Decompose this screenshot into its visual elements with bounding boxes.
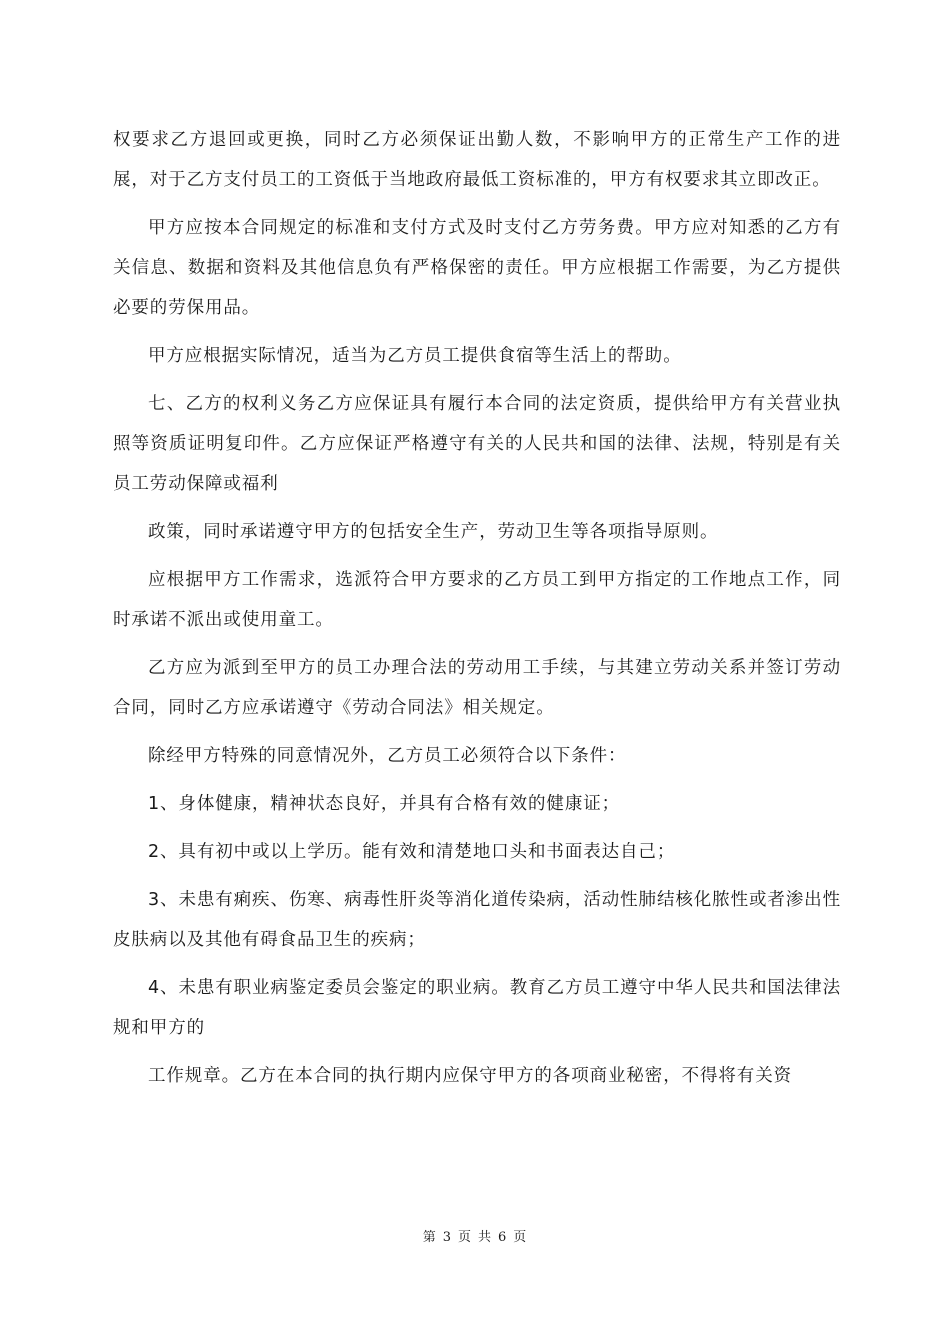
paragraph-8: 除经甲方特殊的同意情况外，乙方员工必须符合以下条件： <box>148 746 627 766</box>
paragraph-6: 应根据甲方工作需求，选派符合甲方要求的乙方员工到甲方指定的工作地点工作，同时承诺不派出或使用童工。 <box>113 570 841 630</box>
list-item-4: 4、未患有职业病鉴定委员会鉴定的职业病。教育乙方员工遵守中华人民共和国法律法规和甲方的 <box>113 978 841 1038</box>
paragraph-5: 政策，同时承诺遵守甲方的包括安全生产，劳动卫生等各项指导原则。 <box>148 522 719 542</box>
footer-total-word: 共 <box>478 1230 493 1245</box>
paragraph-3: 甲方应根据实际情况，适当为乙方员工提供食宿等生活上的帮助。 <box>148 346 682 366</box>
footer-page-word: 页 <box>457 1230 472 1245</box>
page-footer <box>0 1226 950 1245</box>
total-page-number: 6 <box>498 1230 508 1245</box>
list-item-2: 2、具有初中或以上学历。能有效和清楚地口头和书面表达自己； <box>148 842 676 862</box>
paragraph-1: 权要求乙方退回或更换，同时乙方必须保证出勤人数，不影响甲方的正常生产工作的进展，对于乙方支付员工的工资低于当地政府最低工资标准的，甲方有权要求其立即改正。 <box>113 130 841 190</box>
paragraph-13: 工作规章。乙方在本合同的执行期内应保守甲方的各项商业秘密，不得将有关资 <box>148 1066 792 1086</box>
footer-prefix: 第 <box>422 1230 437 1245</box>
footer-suffix: 页 <box>513 1230 528 1245</box>
document-body <box>113 120 841 1096</box>
paragraph-7: 乙方应为派到至甲方的员工办理合法的劳动用工手续，与其建立劳动关系并签订劳动合同，同时乙方应承诺遵守《劳动合同法》相关规定。 <box>113 658 841 718</box>
paragraph-4: 七、乙方的权利义务乙方应保证具有履行本合同的法定资质，提供给甲方有关营业执照等资质证明复印件。乙方应保证严格遵守有关的人民共和国的法律、法规，特别是有关员工劳动保障或福利 <box>113 394 841 494</box>
list-item-3: 3、未患有痢疾、伤寒、病毒性肝炎等消化道传染病，活动性肺结核化脓性或者渗出性皮肤病以及其他有碍食品卫生的疾病； <box>113 890 841 950</box>
list-item-1: 1、身体健康，精神状态良好，并具有合格有效的健康证； <box>148 794 621 814</box>
paragraph-2: 甲方应按本合同规定的标准和支付方式及时支付乙方劳务费。甲方应对知悉的乙方有关信息、数据和资料及其他信息负有严格保密的责任。甲方应根据工作需要，为乙方提供必要的劳保用品。 <box>113 218 841 318</box>
current-page-number: 3 <box>442 1230 452 1245</box>
